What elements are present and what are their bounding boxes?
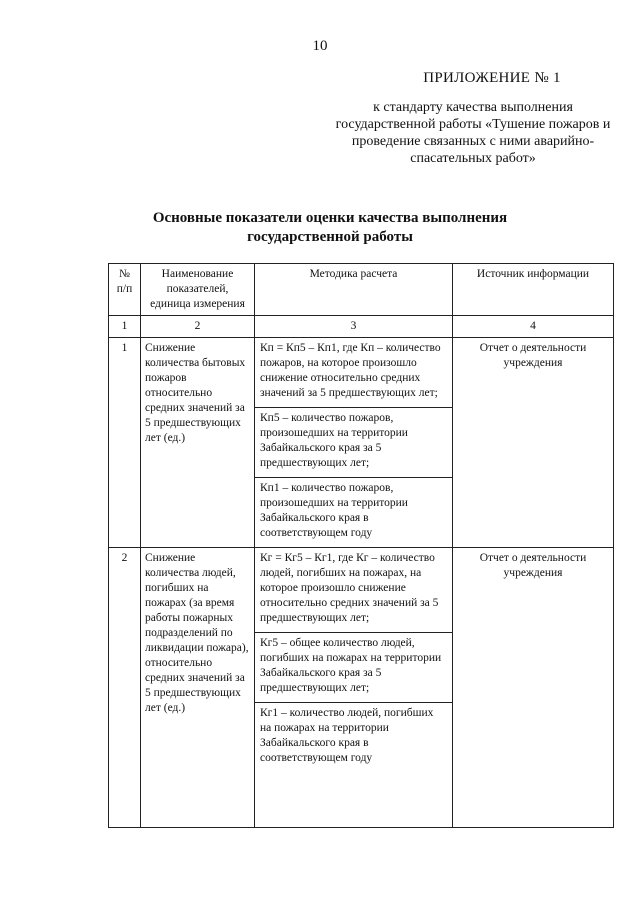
row-num: 2	[109, 548, 141, 828]
header-source: Источник информации	[453, 264, 614, 316]
row-source: Отчет о деятельности учреждения	[453, 338, 614, 548]
index-cell: 2	[141, 316, 255, 338]
index-cell: 4	[453, 316, 614, 338]
method-part: Кп = Кп5 – Кп1, где Кп – количество пожаров, на которое произошло снижение относительно средних значений за 5 предшествующих лет;	[255, 338, 452, 408]
page-number: 10	[312, 38, 328, 54]
row-method	[255, 338, 453, 548]
method-part: Кп5 – количество пожаров, произошедших на территории Забайкальского края за 5 предшествующих лет;	[255, 408, 452, 478]
table-row	[109, 548, 614, 828]
header-num: № п/п	[109, 264, 141, 316]
appendix-title: ПРИЛОЖЕНИЕ № 1	[423, 70, 561, 86]
method-part: Кг1 – количество людей, погибших на пожарах на территории Забайкальского края в соответствующем году	[260, 707, 434, 764]
index-cell: 1	[109, 316, 141, 338]
row-indicator-name: Снижение количества людей, погибших на пожарах (за время работы пожарных подразделений по ликвидации пожара), относительно средних значений за 5 предшествующих лет (ед.)	[141, 548, 255, 828]
appendix-subtitle: к стандарту качества выполнения государственной работы «Тушение пожаров и проведение связанных с ними аварийно-спасательных работ»	[335, 100, 611, 166]
table-header-row	[109, 264, 614, 316]
table-row	[109, 338, 614, 548]
header-method: Методика расчета	[255, 264, 453, 316]
table-index-row	[109, 316, 614, 338]
method-part: Кп1 – количество пожаров, произошедших на территории Забайкальского края в соответствующем году	[260, 482, 408, 539]
row-method	[255, 548, 453, 828]
document-title: Основные показатели оценки качества выполнения государственной работы	[152, 210, 508, 245]
row-num: 1	[109, 338, 141, 548]
header-name: Наименование показателей, единица измерения	[141, 264, 255, 316]
method-part: Кг5 – общее количество людей, погибших на пожарах на территории Забайкальского края за 5 предшествующих лет;	[255, 633, 452, 703]
index-cell: 3	[255, 316, 453, 338]
method-part: Кг = Кг5 – Кг1, где Кг – количество людей, погибших на пожарах, на которое произошло снижение относительно средних значений за 5 предшествующих лет;	[255, 548, 452, 633]
row-indicator-name: Снижение количества бытовых пожаров относительно средних значений за 5 предшествующих лет (ед.)	[141, 338, 255, 548]
row-source: Отчет о деятельности учреждения	[453, 548, 614, 828]
indicators-table	[108, 263, 614, 828]
